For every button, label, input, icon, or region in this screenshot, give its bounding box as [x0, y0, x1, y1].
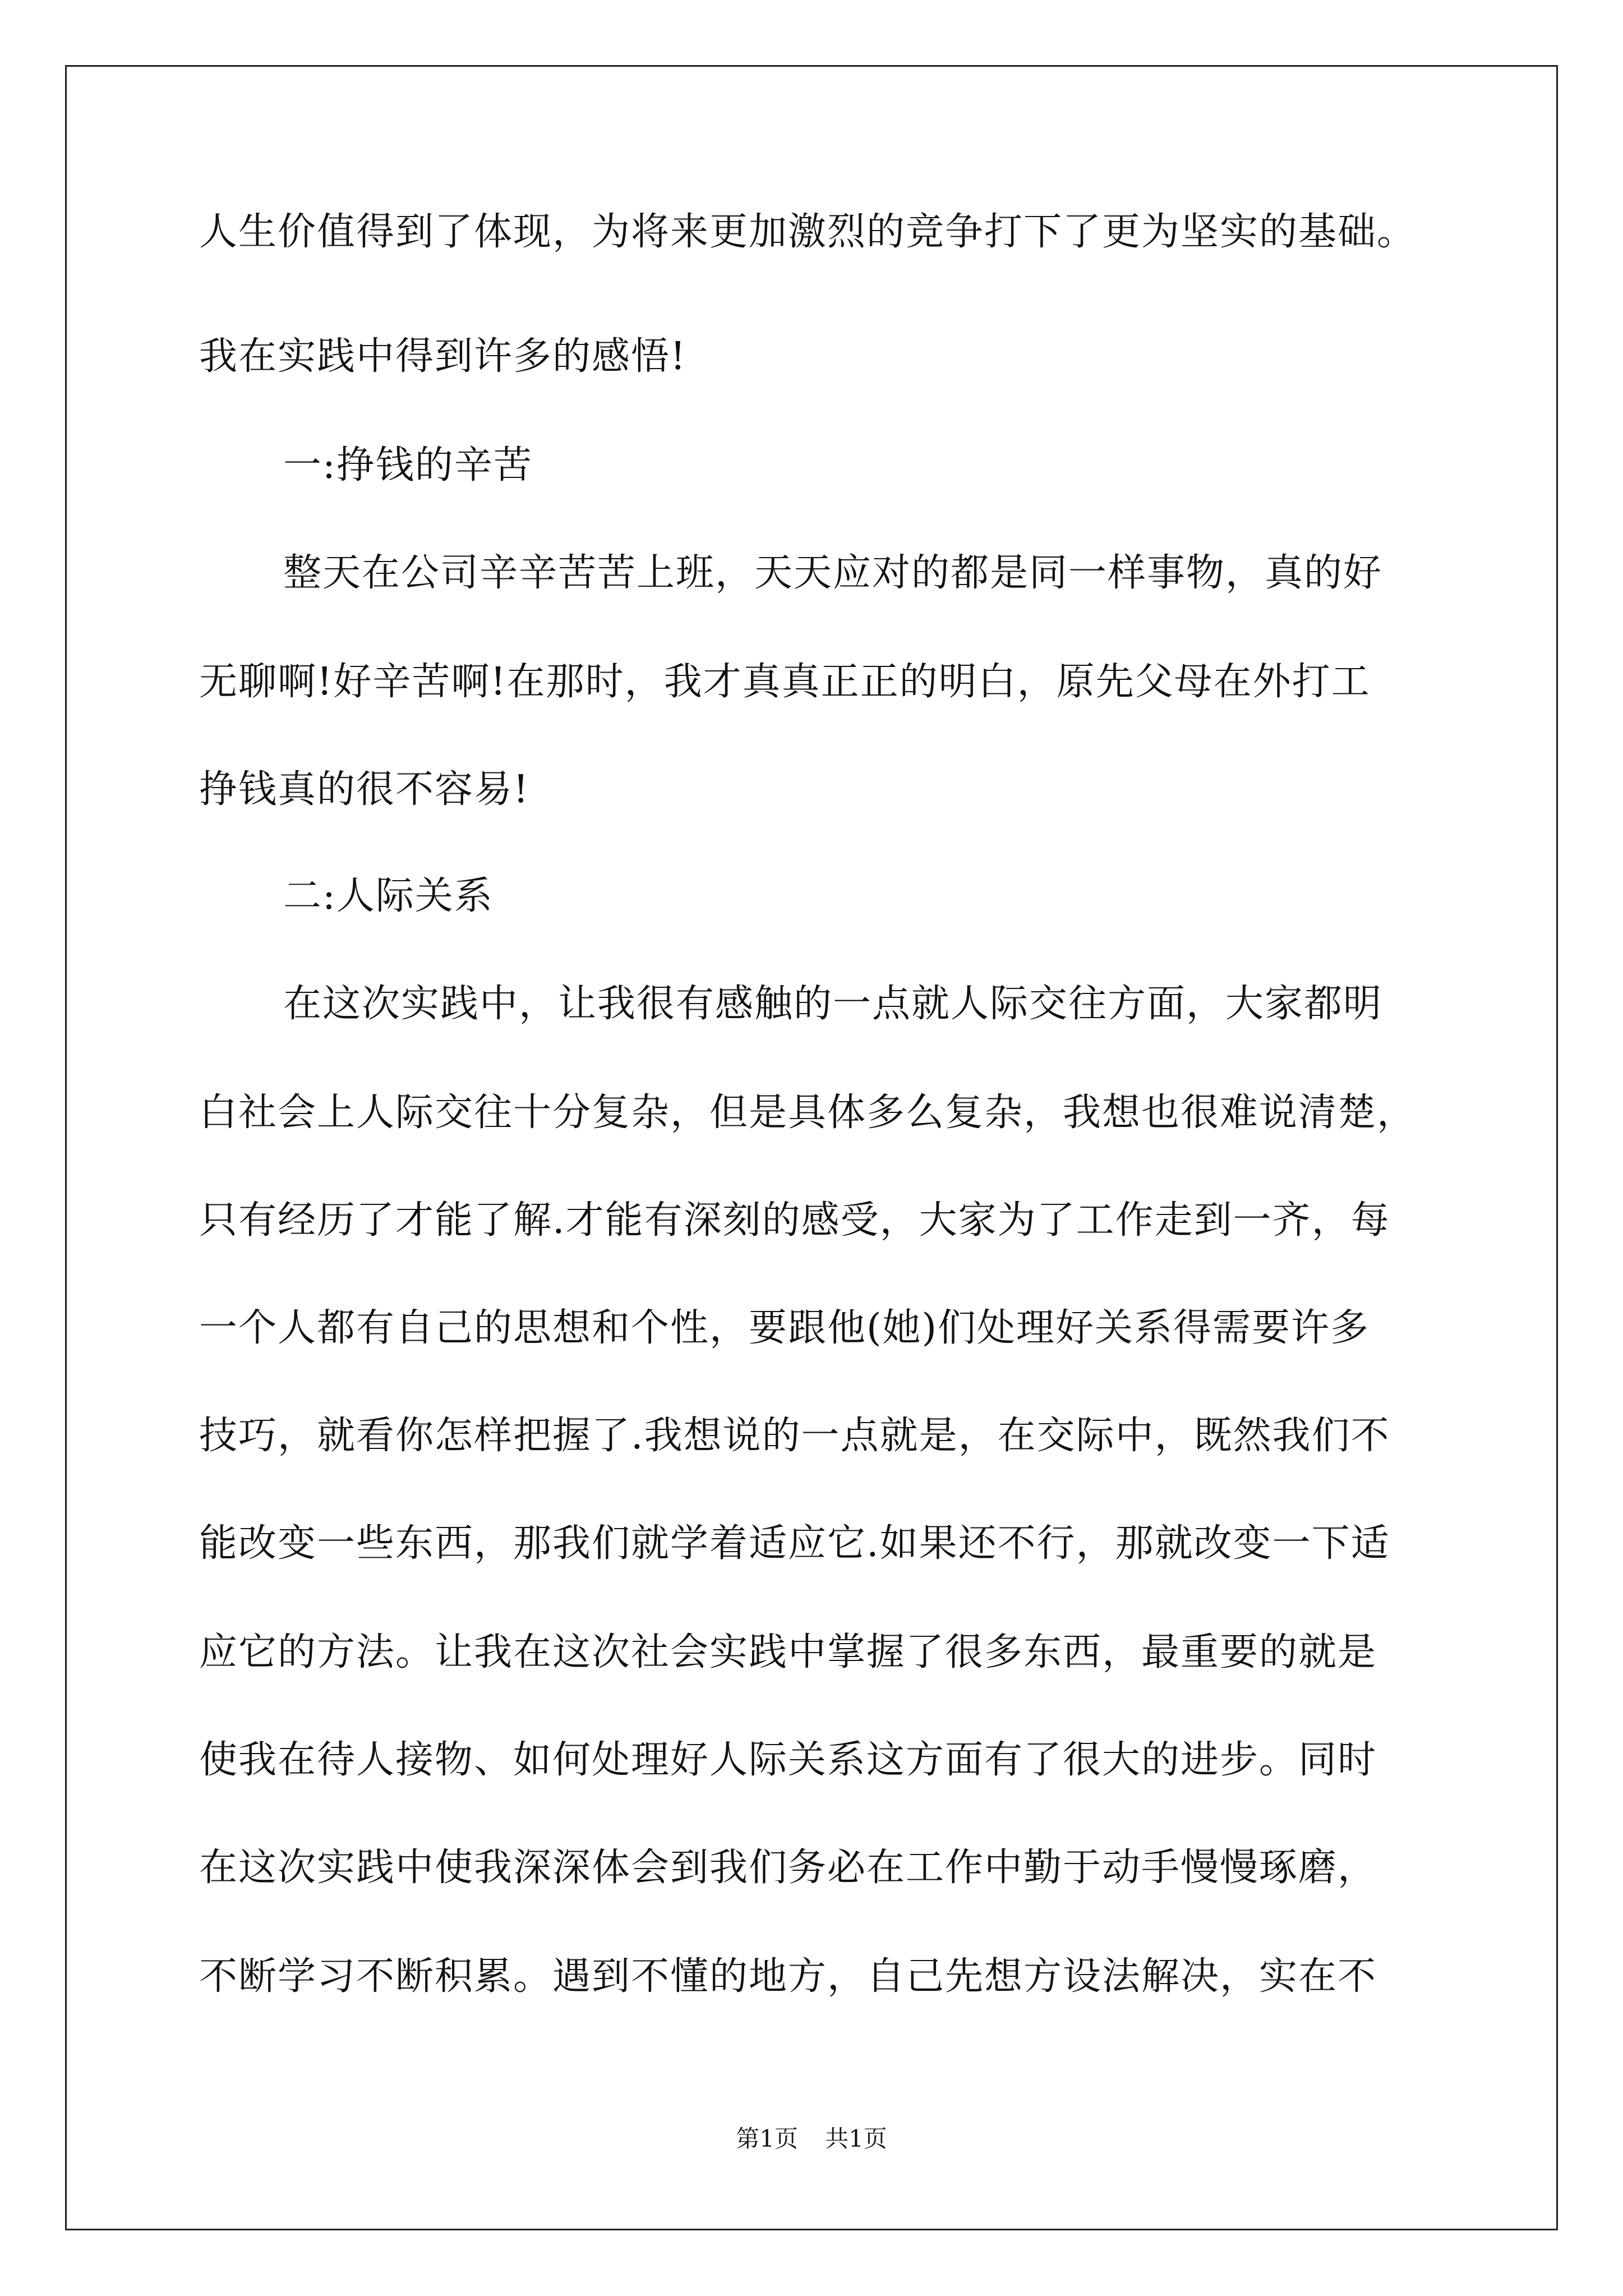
- text-line: 挣钱真的很不容易!: [199, 767, 530, 812]
- text-line: 人生价值得到了体现，为将来更加激烈的竞争打下了更为坚实的基础。: [199, 210, 1417, 254]
- section-heading: 一:挣钱的辛苦: [283, 443, 533, 487]
- text-line: 整天在公司辛辛苦苦上班，天天应对的都是同一样事物，真的好: [283, 551, 1383, 595]
- text-line: 一个人都有自己的思想和个性，要跟他(她)们处理好关系得需要许多: [199, 1306, 1370, 1350]
- text-line: 使我在待人接物、如何处理好人际关系这方面有了很大的进步。同时: [199, 1738, 1377, 1782]
- text-line: 在这次实践中使我深深体会到我们务必在工作中勤于动手慢慢琢磨，: [199, 1846, 1377, 1890]
- text-line: 在这次实践中，让我很有感触的一点就人际交往方面，大家都明: [283, 982, 1383, 1026]
- text-line: 我在实践中得到许多的感悟!: [199, 334, 687, 379]
- text-line: 只有经历了才能了解.才能有深刻的感受，大家为了工作走到一齐，每: [199, 1198, 1390, 1243]
- text-line: 不断学习不断积累。遇到不懂的地方，自己先想方设法解决，实在不: [199, 1954, 1377, 1999]
- text-line: 能改变一些东西，那我们就学着适应它.如果还不行，那就改变一下适: [199, 1521, 1390, 1566]
- page-total: 共1页: [825, 2125, 887, 2152]
- text-line: 应它的方法。让我在这次社会实践中掌握了很多东西，最重要的就是: [199, 1630, 1377, 1674]
- page-border: [65, 65, 1558, 2230]
- text-line: 技巧，就看你怎样把握了.我想说的一点就是，在交际中，既然我们不: [199, 1414, 1390, 1458]
- section-heading: 二:人际关系: [283, 874, 494, 918]
- text-line: 无聊啊!好辛苦啊!在那时，我才真真正正的明白，原先父母在外打工: [199, 660, 1371, 704]
- page-footer: [0, 2127, 1623, 2151]
- text-line: 白社会上人际交往十分复杂，但是具体多么复杂，我想也很难说清楚，: [199, 1091, 1417, 1135]
- page-number: 第1页: [736, 2125, 798, 2152]
